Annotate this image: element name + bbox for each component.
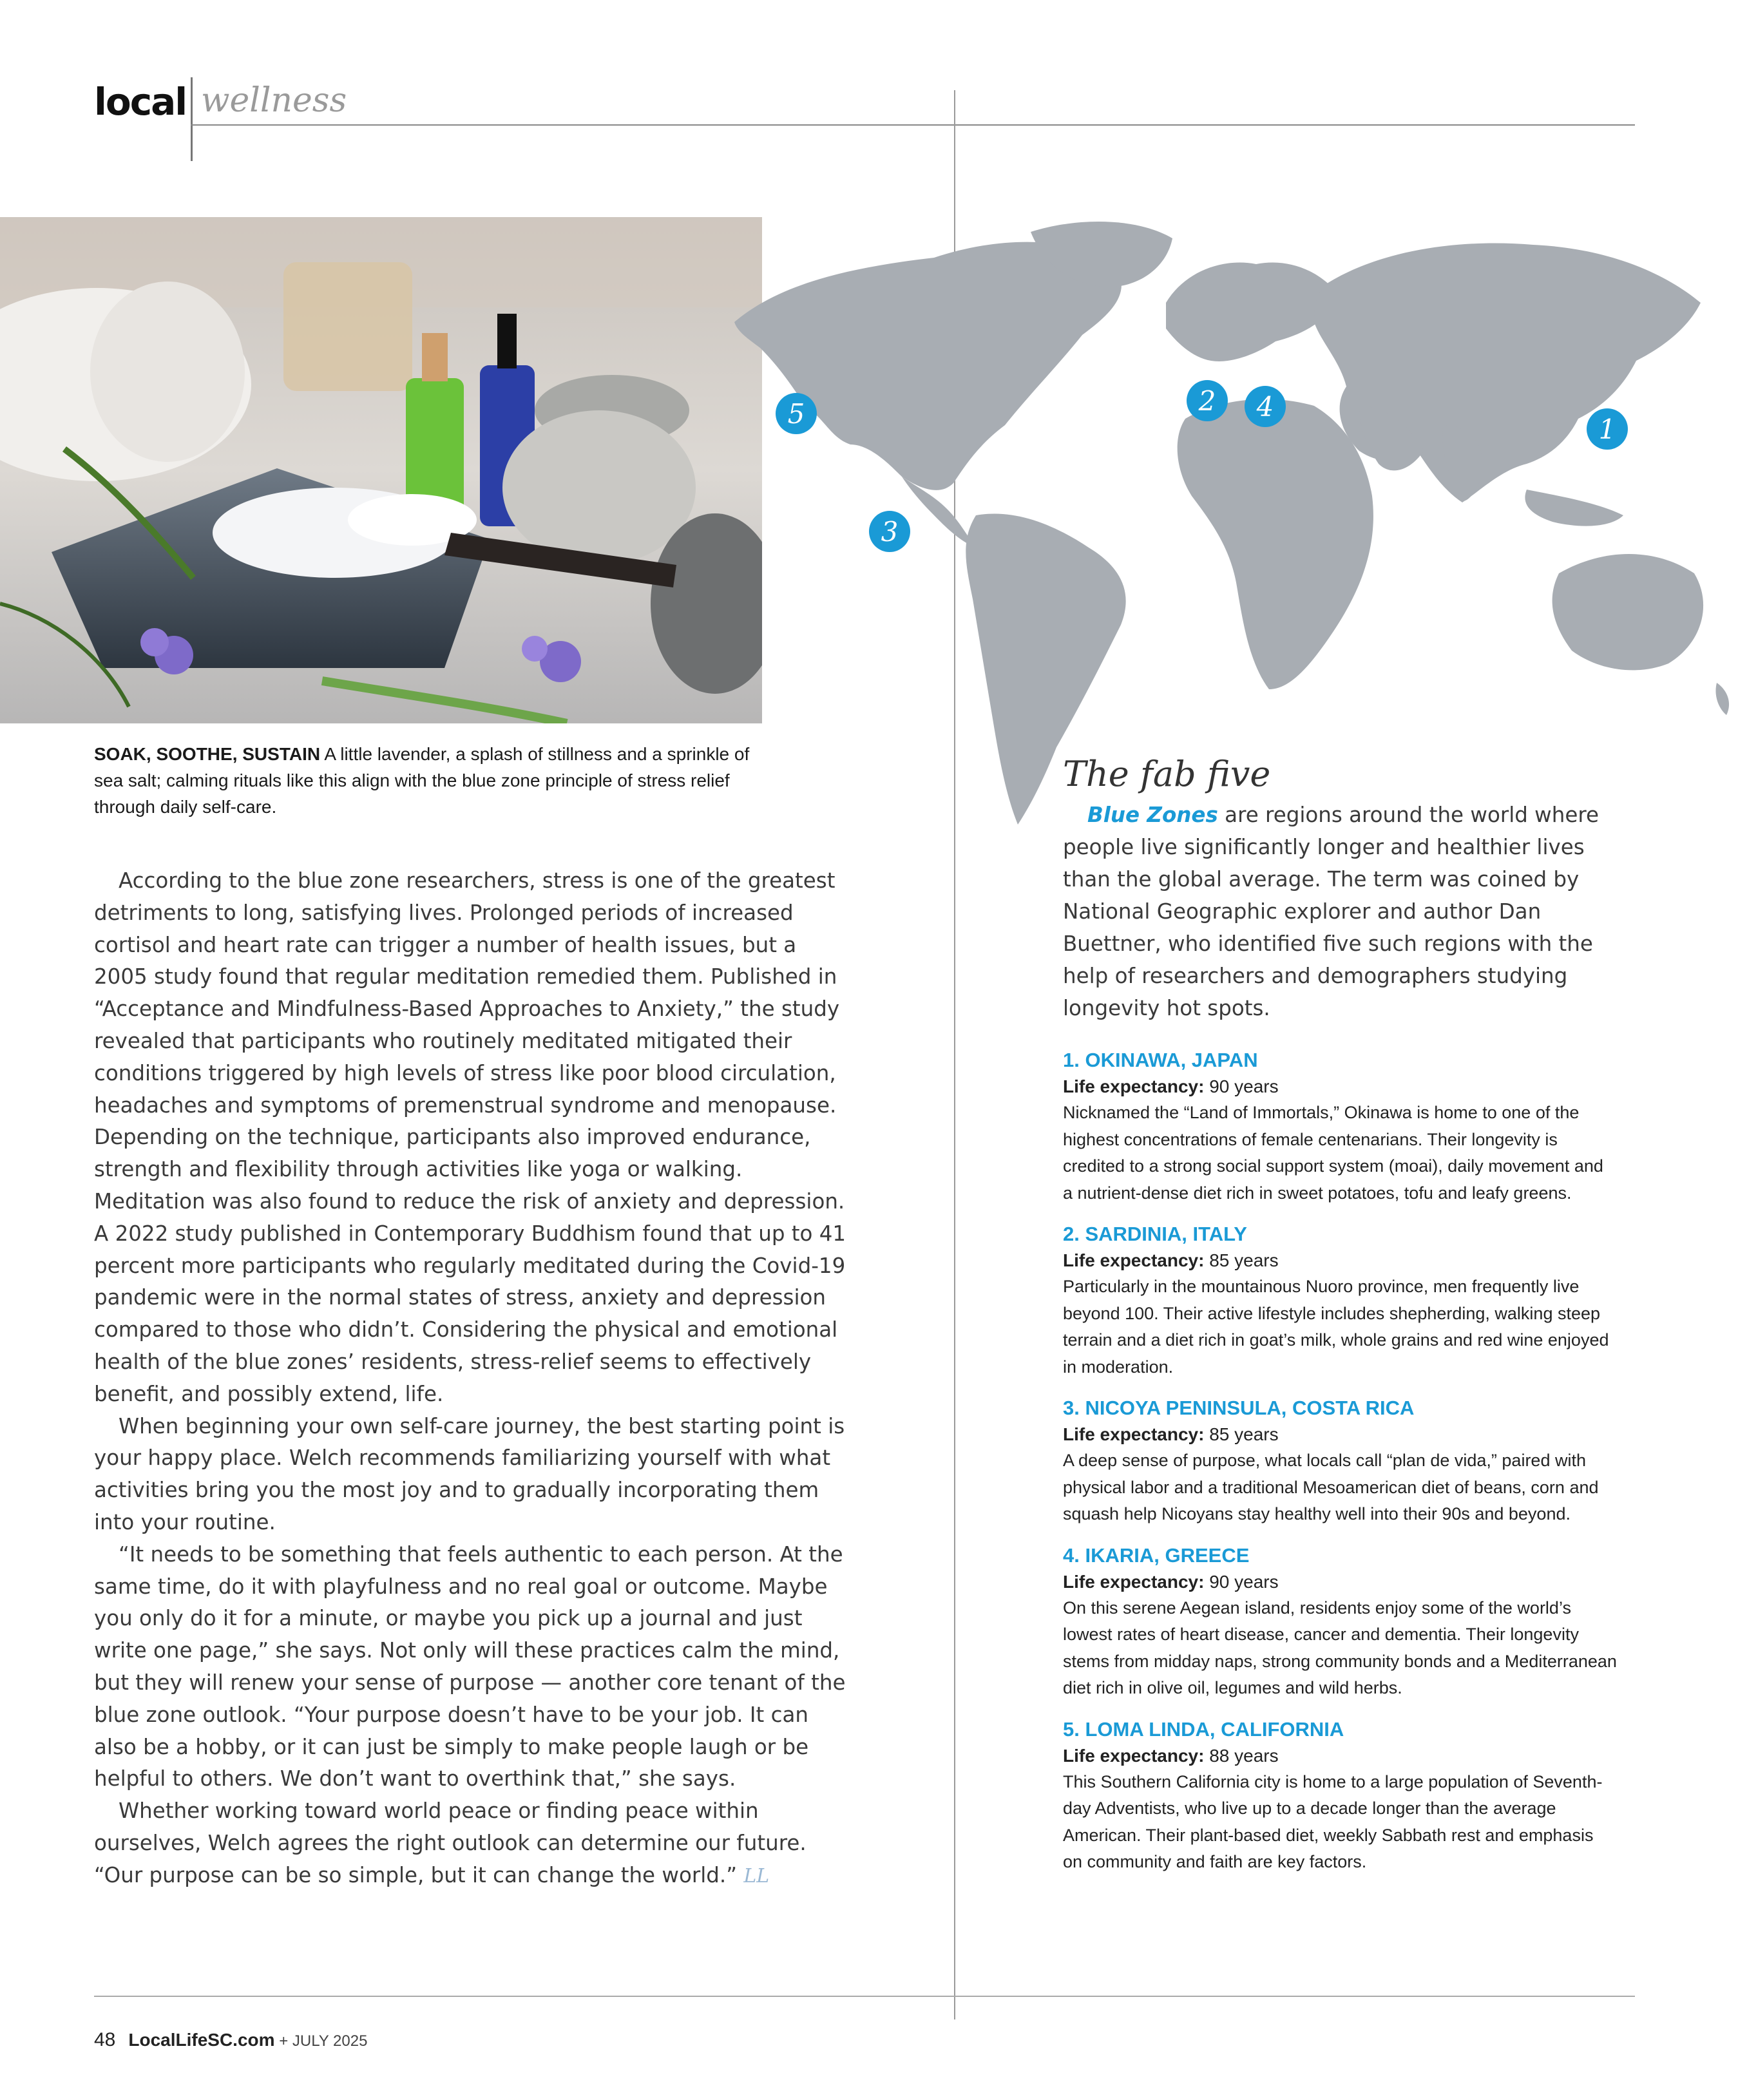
sidebar-intro: [1063, 799, 1610, 1024]
zone-life-expectancy: [1063, 1074, 1617, 1100]
life-label: Life expectancy:: [1063, 1424, 1205, 1444]
zone-description: This Southern California city is home to a large population of Seventh-day Adventists, who live up to a decade longer than the average American. Their plant-based diet, weekly Sabbath rest and emphasis on community and faith are key factors.: [1063, 1771, 1603, 1871]
svg-text:3: 3: [881, 516, 899, 548]
zone-title: 3. NICOYA PENINSULA, COSTA RICA: [1063, 1397, 1415, 1419]
life-value: 90 years: [1204, 1571, 1279, 1592]
article-paragraph: When beginning your own self-care journey, the best starting point is your happy place. Welch recommends familiarizing yourself with what activities bring you the most joy and to gradually incorporating them into your routine.: [94, 1413, 845, 1534]
map-marker-2: [1187, 380, 1228, 421]
life-label: Life expectancy:: [1063, 1571, 1205, 1592]
page-footer: [94, 2029, 367, 2051]
section-label: wellness: [201, 81, 347, 120]
zone-sardinia: [1063, 1221, 1617, 1380]
article-last-text: Whether working toward world peace or finding peace within ourselves, Welch agrees the right outlook can determine our future. “Our purpose can be so simple, but it can change the world.”: [94, 1799, 807, 1887]
footer-rule: [94, 1996, 1635, 1997]
site-link[interactable]: LocalLifeSC.com: [128, 2030, 275, 2050]
end-mark: LL: [743, 1864, 770, 1887]
svg-text:5: 5: [787, 398, 805, 430]
zone-life-expectancy: [1063, 1422, 1617, 1447]
intro-text: are regions around the world where people live significantly longer and healthier lives than the global average. The term was coined by National Geographic explorer and author Dan Buettner, who identified five such regions with the help of researchers and demographers studying longevity hot spots.: [1063, 803, 1600, 1020]
zone-life-expectancy: [1063, 1569, 1617, 1595]
map-marker-1: [1587, 408, 1628, 450]
intro-highlight: Blue Zones: [1087, 803, 1218, 827]
map-marker-5: [776, 393, 817, 434]
zone-title: 2. SARDINIA, ITALY: [1063, 1223, 1247, 1245]
article-paragraph: “It needs to be something that feels authentic to each person. At the same time, do it with playfulness and no real goal or outcome. Maybe you only do it for a minute, or maybe you pick up a journal and just write one page,” she says. Not only will these practices calm the mind, but they will renew your sense of purpose — another core tenant of the blue zone outlook. “Your purpose doesn’t have to be your job. It can also be a hobby, or it can just be simply to make people laugh or be helpful to others. We don’t want to overthink that,” she says.: [94, 1542, 846, 1791]
map-marker-3: [869, 511, 910, 552]
life-label: Life expectancy:: [1063, 1745, 1205, 1766]
zone-loma-linda: [1063, 1716, 1617, 1876]
brand-logo: local: [94, 80, 187, 124]
life-value: 85 years: [1204, 1250, 1279, 1270]
svg-text:1: 1: [1598, 414, 1616, 445]
zone-description: Nicknamed the “Land of Immortals,” Okinawa is home to one of the highest concentrations of female centenarians. Their longevity is credited to a strong social support system (moai), daily movement and a nutrient-dense diet rich in sweet potatoes, tofu and leafy greens.: [1063, 1103, 1603, 1203]
zone-life-expectancy: [1063, 1248, 1617, 1274]
life-label: Life expectancy:: [1063, 1076, 1205, 1096]
zone-nicoya: [1063, 1395, 1617, 1528]
zone-description: Particularly in the mountainous Nuoro province, men frequently live beyond 100. Their active lifestyle includes shepherding, walking steep terrain and a diet rich in goat’s milk, whole grains and red wine enjoyed in moderation.: [1063, 1277, 1609, 1377]
article-paragraph: According to the blue zone researchers, stress is one of the greatest detriments to long, satisfying lives. Prolonged periods of increased cortisol and heart rate can trigger a number of health issues, but a 2005 study found that regular meditation remedied them. Published in “Acceptance and Mindfulness-Based Approaches to Anxiety,” the study revealed that participants who routinely meditated mitigated their conditions triggered by high levels of stress like poor blood circulation, headaches and symptoms of premenstrual syndrome and menopause. Depending on the technique, participants also improved endurance, strength and flexibility through activities like yoga or walking. Meditation was also found to reduce the risk of anxiety and depression. A 2022 study published in Contemporary Buddhism found that up to 41 percent more participants who regularly meditated during the Covid-19 pandemic were in the normal states of stress, anxiety and depression compared to those who didn’t. Considering the physical and emotional health of the blue zones’ residents, stress-relief seems to effectively benefit, and possibly extend, life.: [94, 868, 846, 1406]
zone-description: A deep sense of purpose, what locals call “plan de vida,” paired with physical labor and a traditional Mesoamerican diet of beans, corn and squash help Nicoyans stay healthy well into their 90s and beyond.: [1063, 1451, 1599, 1523]
zone-okinawa: [1063, 1047, 1617, 1207]
header-rule: [191, 124, 1635, 126]
zone-life-expectancy: [1063, 1743, 1617, 1769]
svg-text:2: 2: [1198, 385, 1216, 417]
page-number: 48: [94, 2029, 116, 2050]
zone-title: 5. LOMA LINDA, CALIFORNIA: [1063, 1717, 1344, 1741]
header-divider: [191, 77, 193, 161]
zone-ikaria: [1063, 1542, 1617, 1702]
zone-description: On this serene Aegean island, residents enjoy some of the world’s lowest rates of heart disease, cancer and dementia. Their longevity stems from midday naps, strong community bonds and a Mediterranean diet rich in olive oil, legumes and wild herbs.: [1063, 1598, 1617, 1697]
zone-title: 1. OKINAWA, JAPAN: [1063, 1049, 1258, 1071]
article-body: [94, 865, 848, 1893]
zone-list: [1063, 1047, 1617, 1890]
spa-photo: [0, 217, 762, 723]
issue-date: + JULY 2025: [274, 2032, 368, 2050]
life-value: 85 years: [1204, 1424, 1279, 1444]
zone-title: 4. IKARIA, GREECE: [1063, 1543, 1250, 1567]
sidebar-title: The fab five: [1063, 754, 1271, 794]
caption-title: SOAK, SOOTHE, SUSTAIN: [94, 744, 321, 764]
svg-text:4: 4: [1256, 391, 1274, 423]
article-paragraph: [94, 1795, 848, 1892]
life-value: 88 years: [1204, 1745, 1279, 1766]
photo-caption: [94, 741, 764, 820]
life-label: Life expectancy:: [1063, 1250, 1205, 1270]
map-marker-4: [1245, 386, 1286, 427]
world-map: [721, 213, 1738, 831]
caption-text: A little lavender, a splash of stillness and a sprinkle of sea salt; calming rituals like this align with the blue zone principle of stress relief through daily self-care.: [94, 744, 750, 817]
life-value: 90 years: [1204, 1076, 1279, 1096]
